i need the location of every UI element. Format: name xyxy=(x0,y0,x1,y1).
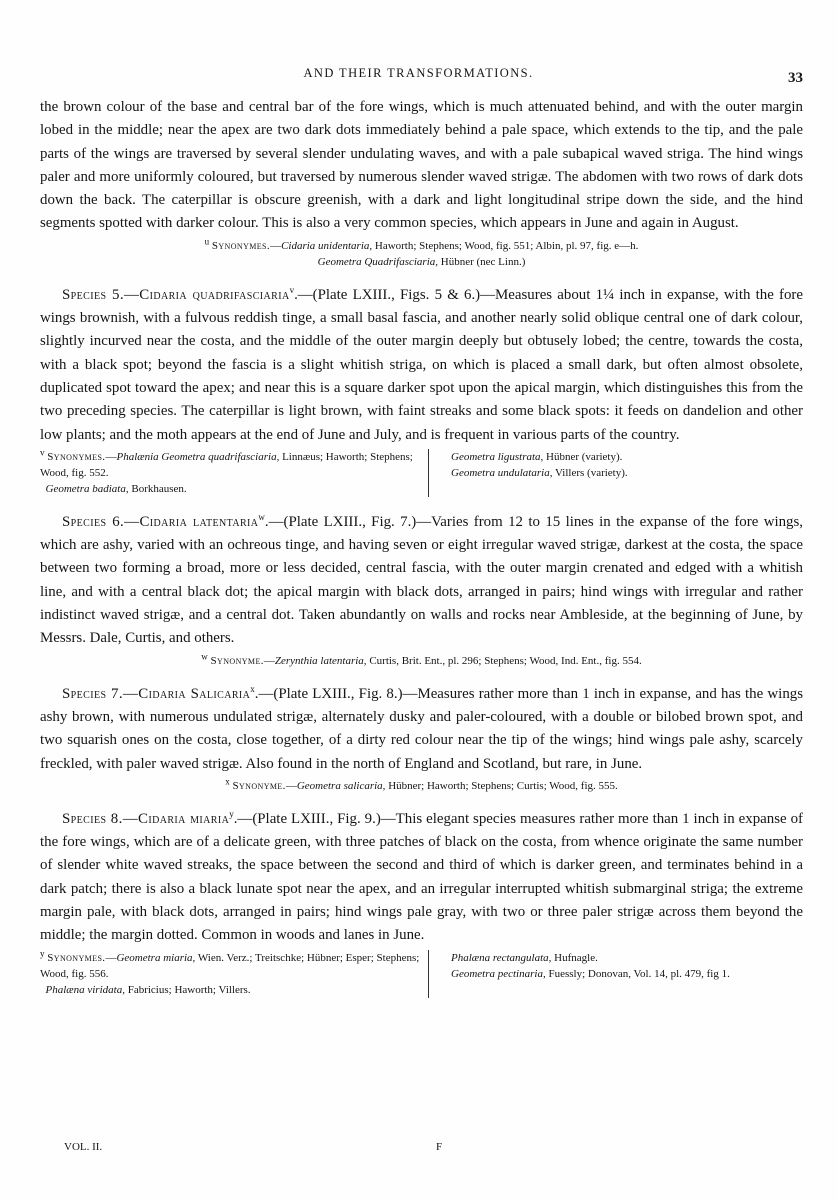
species-5-name: Cidaria quadrifasciaria xyxy=(139,286,290,303)
page-body xyxy=(40,96,803,998)
signature-mark: F xyxy=(436,1141,443,1153)
footnote-u: $^u$ Synonymes.—Cidaria unidentaria, Haworth; Stephens; Wood, fig. 551; Albin, pl. 97, fig. e—h. Geometra Quadrifasciaria, Hübner (nec Linn.) xyxy=(204,236,639,268)
page-footer xyxy=(64,1141,764,1153)
page-header xyxy=(0,66,837,86)
species-5-paragraph: Species 5.—Cidaria quadrifasciaria$^v$.—(Plate LXIII., Figs. 5 & 6.)—Measures about 1¼ inch in expanse, with the fore wings brownish, with a fulvous reddish tinge, a small basal fascia, and another nearly solid oblique central one of dark colour, slightly incurved near the costa, and the middle of the outer margin deeply but obtusely lobed; the centre, towards the costa, with a black spot; beyond the fascia is a slight whitish striga, on which is placed a small dark, but often almost obsolete, duplicated spot toward the apex; and near this is a square darker spot upon the apical margin, which distinguishes this from the two preceding species. The caterpillar is light brown, with faint streaks and some black spots: it feeds on dandelion and other low plants; and the moth appears at the end of June and July, and is frequent in various parts of the country. xyxy=(40,284,803,443)
page-number: 33 xyxy=(788,70,803,86)
species-6-name: Cidaria latentaria xyxy=(139,513,259,530)
intro-paragraph: the brown colour of the base and central bar of the fore wings, which is much attenuated behind, and with the outer margin lobed in the middle; near the apex are two dark dots immediately behind a pale space, which extends to the tip, and the pale parts of the wings are traversed by several slender undulating waves, and with a pale subapical waved striga. The hind wings paler and more uniformly coloured, but traversed by numerous slender waved strigæ. The abdomen with two rows of dark dots down the back. The caterpillar is obscure greenish, with a dark and light longitudinal stripe down the side, and the hind segments spotted with darker colour. This is also a very common species, which appears in June and again in August. xyxy=(40,99,803,232)
species-8-paragraph: Species 8.—Cidaria miaria$^y$.—(Plate LXIII., Fig. 9.)—This elegant species measures rather more than 1 inch in expanse of the fore wings, which are of a delicate green, with three patches of black on the costa, from whence originate the same number of slender white waved streaks, the space between the second and third of which is darker green, and terminates behind in a dark patch; there is also a black lunate spot near the apex, and an irregular interrupted whitish submarginal striga; the extreme margin pale, with black dots, arranged in pairs; hind wings pale gray, with two or three paler strigæ across them beyond the middle; the margin dotted. Common in woods and lanes in June. xyxy=(40,808,803,944)
species-7-name: Cidaria Salicaria xyxy=(138,685,251,702)
species-6-paragraph: Species 6.—Cidaria latentaria$^w$.—(Plate LXIII., Fig. 7.)—Varies from 12 to 15 lines in the expanse of the fore wings, which are ashy, varied with an ochreous tinge, and having seven or eight irregular waved strigæ, darkest at the costa, the space between two forming a broad, more or less decided, central fascia, with the outer margin crenated and edged with a whitish line, and with a central black dot; the apical margin with black dots, arranged in pairs; hind wings with irregular and rather indistinct waved strigæ, and a central dot. Taken abundantly on walls and rocks near Ambleside, at the beginning of June, by Messrs. Dale, Curtis, and others. xyxy=(40,511,803,647)
footnote-x: $^x$ Synonyme.—Geometra salicaria, Hübner; Haworth; Stephens; Curtis; Wood, fig. 555. xyxy=(225,776,618,792)
footnote-w: $^w$ Synonyme.—Zerynthia latentaria, Curtis, Brit. Ent., pl. 296; Stephens; Wood, Ind. Ent., fig. 554. xyxy=(201,650,642,667)
running-head: AND THEIR TRANSFORMATIONS. xyxy=(303,66,534,80)
footnote-y: $^y$ Synonymes.—Geometra miaria, Wien. Verz.; Treitschke; Hübner; Esper; Stephens; Wood, fig. 556. Phalæna viridata, Fabricius; Haworth; Villers. Phalæna rectangulata, Hufnagle. Geometra pectinaria, Fuessly; Donovan, Vol. 14, pl. 479, fig 1. xyxy=(40,947,730,996)
volume-label: VOL. II. xyxy=(64,1141,103,1153)
species-7-paragraph: Species 7.—Cidaria Salicaria$^x$.—(Plate LXIII., Fig. 8.)—Measures rather more than 1 inch in expanse, and has the wings ashy brown, with numerous undulated strigæ, alternately dusky and paler-coloured, with a double or bilobed brown spot, and two squarish ones on the costa, close together, of a dirty red colour near the tip of the wings; hind wings pale ashy, scarcely freckled, with paler waved strigæ. Also found in the north of England and Scotland, but rare, in June. xyxy=(40,683,803,772)
species-8-name: Cidaria miaria xyxy=(138,810,230,827)
footnote-v: $^v$ Synonymes.—Phalænia Geometra quadrifasciaria, Linnæus; Haworth; Stephens; Wood, fig. 552. Geometra badiata, Borkhausen. Geometra ligustrata, Hübner (variety). Geometra undulataria, Villers (variety). xyxy=(40,447,628,495)
